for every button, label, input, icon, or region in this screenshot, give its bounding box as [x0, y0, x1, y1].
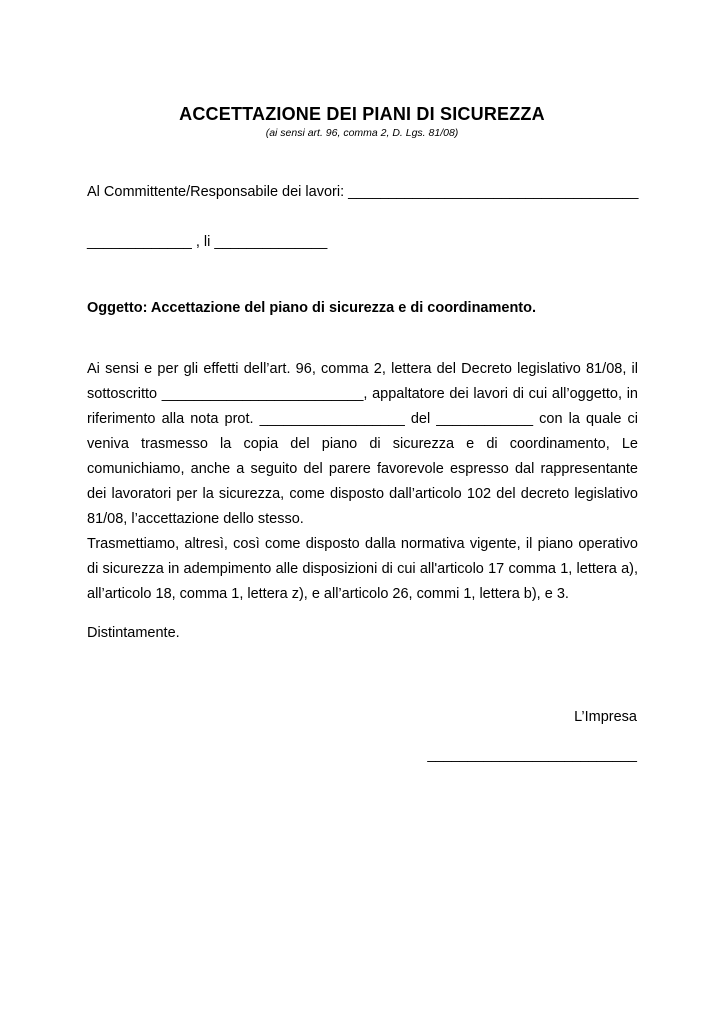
closing-text: Distintamente.: [87, 625, 180, 641]
body-paragraph-2: Trasmettiamo, altresì, così come disposto dalla normativa vigente, il piano operativo di sicurezza in adempimento alle disposizioni di cui all'articolo 17 comma 1, lettera a), all’articolo 18, comma 1, lettera z), e all’articolo 26, commi 1, lettera b), e 3.: [87, 536, 638, 602]
subject-line: Oggetto: Accettazione del piano di sicurezza e di coordinamento.: [87, 300, 537, 316]
signature-line: __________________________: [427, 747, 637, 763]
document-subtitle: (ai sensi art. 96, comma 2, D. Lgs. 81/08): [265, 127, 459, 139]
recipient-line: Al Committente/Responsabile dei lavori: ____________________________________: [87, 184, 639, 200]
document-title: ACCETTAZIONE DEI PIANI DI SICUREZZA: [179, 104, 545, 124]
signature-label: L’Impresa: [574, 709, 637, 725]
place-date-line: _____________ , li ______________: [87, 234, 328, 250]
body-paragraph-1: Ai sensi e per gli effetti dell’art. 96, comma 2, lettera del Decreto legislativo 81/08, il sottoscritto _________________________, appaltatore dei lavori di cui all’oggetto, in riferimento alla nota prot. __________________ del ____________ con la quale ci veniva trasmesso la copia del piano di sicurezza e di coordinamento, Le comunichiamo, anche a seguito del parere favorevole espresso dal rappresentante dei lavoratori per la sicurezza, come disposto dall’articolo 102 del decreto legislativo 81/08, l’accettazione dello stesso.: [87, 361, 638, 527]
letter-body: [87, 357, 638, 607]
